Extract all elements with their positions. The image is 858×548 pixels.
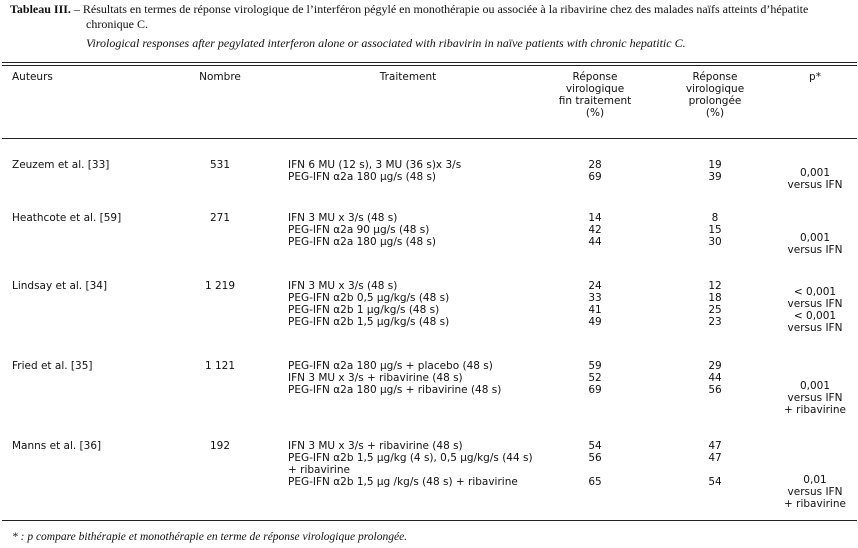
header-prol-line: (%) <box>705 107 725 119</box>
header-prol-line: prolongée <box>688 95 742 107</box>
author-cell: Fried et al. [35] <box>12 360 93 372</box>
header-fin-line: (%) <box>585 107 605 119</box>
header-nombre: Nombre <box>199 71 241 83</box>
nombre-cell: 192 <box>209 440 231 452</box>
nombre-cell: 1 121 <box>204 360 236 372</box>
prol-value: 29 <box>708 360 722 372</box>
p-cell <box>770 286 858 334</box>
header-traitement: Traitement <box>379 71 437 83</box>
table-caption <box>10 2 850 51</box>
header-fin-line: virologique <box>565 83 625 95</box>
treatment-line: IFN 3 MU x 3/s (48 s) <box>288 212 398 224</box>
prol-cell <box>685 440 745 488</box>
fin-value: 69 <box>588 384 602 396</box>
p-line: versus IFN <box>787 322 843 334</box>
treatment-line: PEG-IFN α2a 180 µg/s + ribavirine (48 s) <box>288 384 502 396</box>
p-line: + ribavirine <box>784 498 846 510</box>
p-line: versus IFN <box>787 179 843 191</box>
fin-value: 42 <box>588 224 602 236</box>
nombre-cell: 531 <box>209 159 231 171</box>
top-rule <box>2 62 857 63</box>
treatment-line: PEG-IFN α2a 180 µg/s + placebo (48 s) <box>288 360 493 372</box>
table-footnote: * : p compare bithérapie et monothérapie en terme de réponse virologique prolongée. <box>12 531 408 543</box>
fin-value: 52 <box>588 372 602 384</box>
fin-cell <box>565 212 625 248</box>
prol-cell <box>685 360 745 396</box>
fin-cell <box>565 280 625 328</box>
top-rule-double <box>2 65 857 66</box>
header-p: p* <box>809 71 821 83</box>
bottom-rule <box>2 520 857 521</box>
fin-value: 69 <box>588 171 602 183</box>
prol-value: 18 <box>708 292 722 304</box>
p-line: versus IFN <box>787 298 843 310</box>
fin-value: 44 <box>588 236 602 248</box>
prol-cell <box>685 280 745 328</box>
prol-value: 12 <box>708 280 722 292</box>
prol-cell <box>685 159 745 183</box>
fin-cell <box>565 360 625 396</box>
treatment-line: IFN 6 MU (12 s), 3 MU (36 s)x 3/s <box>288 159 462 171</box>
author-cell: Zeuzem et al. [33] <box>12 159 110 171</box>
treatment-line: PEG-IFN α2a 180 µg/s (48 s) <box>288 171 437 183</box>
header-prol-line: Réponse <box>692 71 738 83</box>
header-auteurs: Auteurs <box>12 71 53 83</box>
p-line: 0,001 <box>799 232 831 244</box>
p-line: 0,01 <box>803 474 827 486</box>
p-line: versus IFN <box>787 244 843 256</box>
prol-value: 47 <box>708 440 722 452</box>
p-line: versus IFN <box>787 486 843 498</box>
treatment-line: IFN 3 MU x 3/s + ribavirine (48 s) <box>288 440 463 452</box>
nombre-cell: 271 <box>209 212 231 224</box>
prol-value: 54 <box>708 476 722 488</box>
treatment-line: PEG-IFN α2b 1 µg/kg/s (48 s) <box>288 304 440 316</box>
header-fin-line: Réponse <box>572 71 618 83</box>
treatment-cell <box>288 440 533 488</box>
treatment-line: PEG-IFN α2b 1,5 µg/kg/s (48 s) <box>288 316 450 328</box>
fin-value: 59 <box>588 360 602 372</box>
fin-value: 24 <box>588 280 602 292</box>
p-line: < 0,001 <box>793 286 837 298</box>
author-cell: Heathcote et al. [59] <box>12 212 122 224</box>
header-prol-line: virologique <box>685 83 745 95</box>
treatment-line: IFN 3 MU x 3/s + ribavirine (48 s) <box>288 372 463 384</box>
p-line: versus IFN <box>787 392 843 404</box>
treatment-cell <box>288 159 461 183</box>
treatment-line: + ribavirine <box>288 464 350 476</box>
caption-french-text: – Résultats en termes de réponse virologique de l’interféron pégylé en monothérapie ou associée à la ribavirine chez des malades naïfs atteints d’hépatite chronique C. <box>70 2 809 31</box>
prol-value: 8 <box>711 212 719 224</box>
p-cell <box>770 474 858 510</box>
prol-value: 56 <box>708 384 722 396</box>
prol-value: 44 <box>708 372 722 384</box>
p-line: 0,001 <box>799 380 831 392</box>
treatment-cell <box>288 280 449 328</box>
treatment-line: PEG-IFN α2a 90 µg/s (48 s) <box>288 224 430 236</box>
treatment-line: PEG-IFN α2b 1,5 µg /kg/s (48 s) + ribavirine <box>288 476 518 488</box>
treatment-line: IFN 3 MU x 3/s (48 s) <box>288 280 398 292</box>
fin-cell <box>565 440 625 488</box>
caption-label: Tableau III. <box>10 2 71 16</box>
author-cell: Lindsay et al. [34] <box>12 280 108 292</box>
fin-value: 65 <box>588 476 602 488</box>
fin-value: 56 <box>588 452 602 464</box>
prol-value: 39 <box>708 171 722 183</box>
caption-french <box>10 2 850 32</box>
header-fin-line: fin traitement <box>558 95 632 107</box>
prol-value: 19 <box>708 159 722 171</box>
p-cell <box>770 232 858 256</box>
header-rule <box>2 138 857 139</box>
caption-english: Virological responses after pegylated interferon alone or associated with ribavirin in naïve patients with chronic hepatitic C. <box>86 36 686 50</box>
fin-value: 41 <box>588 304 602 316</box>
treatment-line: PEG-IFN α2b 0,5 µg/kg/s (48 s) <box>288 292 450 304</box>
treatment-line: PEG-IFN α2a 180 µg/s (48 s) <box>288 236 437 248</box>
p-cell <box>770 167 858 191</box>
p-cell <box>770 380 858 416</box>
fin-value: 54 <box>588 440 602 452</box>
treatment-cell <box>288 360 501 396</box>
prol-value: 30 <box>708 236 722 248</box>
p-line: + ribavirine <box>784 404 846 416</box>
fin-value: 28 <box>588 159 602 171</box>
nombre-cell: 1 219 <box>204 280 236 292</box>
p-line: 0,001 <box>799 167 831 179</box>
author-cell: Manns et al. [36] <box>12 440 102 452</box>
p-line: < 0,001 <box>793 310 837 322</box>
fin-value: 49 <box>588 316 602 328</box>
treatment-line: PEG-IFN α2b 1,5 µg/kg (4 s), 0,5 µg/kg/s (44 s) <box>288 452 533 464</box>
header-fin-traitement <box>540 71 650 119</box>
prol-value: 25 <box>708 304 722 316</box>
header-prolongee <box>660 71 770 119</box>
fin-value: 14 <box>588 212 602 224</box>
prol-value: 47 <box>708 452 722 464</box>
prol-value: 23 <box>708 316 722 328</box>
fin-cell <box>565 159 625 183</box>
treatment-cell <box>288 212 436 248</box>
prol-cell <box>685 212 745 248</box>
fin-value: 33 <box>588 292 602 304</box>
prol-value: 15 <box>708 224 722 236</box>
